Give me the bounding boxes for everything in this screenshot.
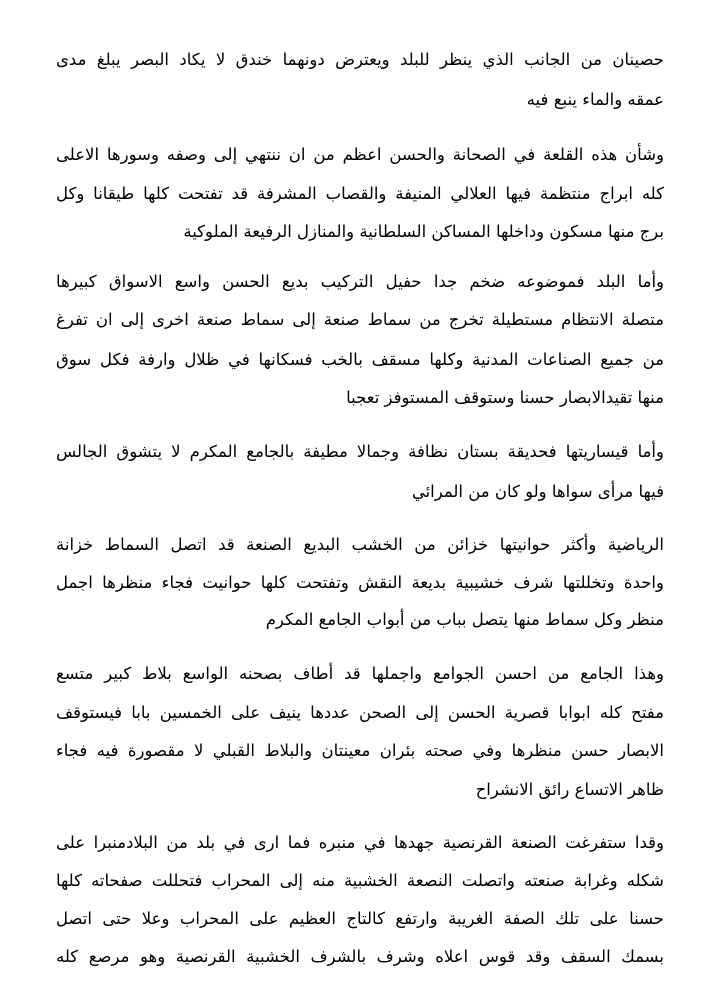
paragraph-3-line-2: متصلة الانتظام مستطيلة تخرج من سماط صنعة إلى سماط صنعة اخرى إلى ان تفرغ (56, 310, 664, 329)
paragraph-1-line-2: عمقه والماء ينبع فيه (526, 90, 664, 109)
paragraph-5-line-1: الرياضية وأكثر حوانيتها خزائن من الخشب البديع الصنعة قد اتصل السماط خزانة (56, 535, 664, 554)
paragraph-3-line-4: منها تقيدالابصار حسنا وستوقف المستوفز تعجبا (346, 388, 664, 407)
paragraph-1-line-1: حصينان من الجانب الذي ينظر للبلد ويعترض دونهما خندق لا يكاد البصر يبلغ مدى (56, 50, 664, 69)
paragraph-7-line-1: وقدا ستفرغت الصنعة القرنصية جهدها في منبره فما ارى في بلد من البلادمنبرا على (56, 833, 664, 852)
paragraph-7-line-4: بسمك السقف وقد قوس اعلاه وشرف بالشرف الخشبية القرنصية وهو مرصع كله (56, 947, 664, 966)
paragraph-7-line-3: حسنا على تلك الصفة الغريبة وارتفع كالتاج العظيم على المحراب وعلا حتى اتصل (56, 909, 664, 928)
paragraph-2-line-2: كله ابراج منتظمة فيها العلالي المنيفة والقصاب المشرفة قد تفتحت كلها طيقانا وكل (56, 184, 664, 203)
paragraph-2-line-3: برج منها مسكون وداخلها المساكن السلطانية والمنازل الرفيعة الملوكية (183, 222, 664, 241)
paragraph-6-line-3: الابصار حسن منظرها وفي صحته بئران معينتان والبلاط القبلي لا مقصورة فيه فجاء (56, 741, 664, 760)
paragraph-4-line-1: وأما قيساريتها فحديقة بستان نظافة وجمالا مطيفة بالجامع المكرم لا يتشوق الجالس (56, 442, 664, 461)
paragraph-3-line-3: من جميع الصناعات المدنية وكلها مسقف بالخب فسكانها في ظلال وارفة فكل سوق (56, 350, 664, 369)
paragraph-7-line-2: شكله وغرابة صنعته واتصلت النصعة الخشبية منه إلى المحراب فتحللت صفحاته كلها (56, 871, 664, 890)
paragraph-6-line-1: وهذا الجامع من احسن الجوامع واجملها قد أطاف بصحنه الواسع بلاط كبير متسع (56, 664, 664, 683)
paragraph-6-line-4: ظاهر الاتساع رائق الانشراح (475, 780, 664, 799)
paragraph-6-line-2: مفتح كله ابوابا قصرية الحسن إلى الصحن عددها ينيف على الخمسين بابا فيستوقف (56, 703, 664, 722)
paragraph-2-line-1: وشأن هذه القلعة في الصحانة والحسن اعظم من ان ننتهي إلى وصفه وسورها الاعلى (56, 145, 664, 164)
paragraph-5-line-3: منظر وكل سماط منها يتصل بباب من أبواب الجامع المكرم (265, 610, 664, 629)
paragraph-5-line-2: واحدة وتخللتها شرف خشيبية بديعة النقش وتفتحت كلها حوانيت فجاء منظرها اجمل (56, 573, 664, 592)
paragraph-3-line-1: وأما البلد فموضوعه ضخم جدا حفيل التركيب بديع الحسن واسع الاسواق كبيرها (56, 272, 664, 291)
paragraph-4-line-2: فيها مرأى سواها ولو كان من المرائي (411, 482, 664, 501)
